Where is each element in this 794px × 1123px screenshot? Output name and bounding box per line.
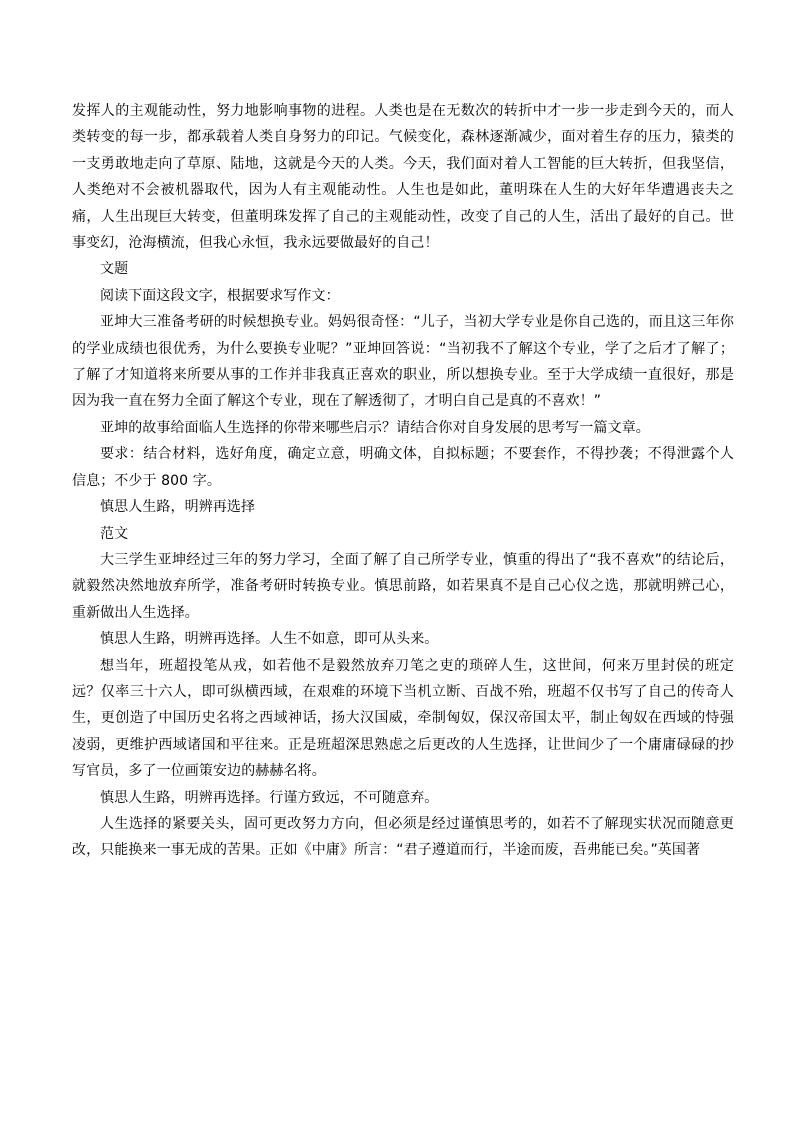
paragraph: 亚坤的故事给面临人生选择的你带来哪些启示？请结合你对自身发展的思考写一篇文章。 [100, 419, 650, 436]
paragraph: 亚坤大三准备考研的时候想换专业。妈妈很奇怪：“儿子，当初大学专业是你自己选的，而且这三年你的学业成绩也很优秀，为什么要换专业呢？”亚坤回答说：“当初我不了解这个专业，学了之后才了解了；了解了才知道将来所要从事的工作并非我真正喜欢的职业，所以想换专业。至于大学成绩一直很好，那是因为我一直在努力全面了解这个专业，现在了解透彻了，才明白自己是真的不喜欢！” [72, 314, 734, 410]
section-label-sample: 范文 [100, 525, 129, 542]
paragraph: 想当年，班超投笔从戎，如若他不是毅然放弃刀笔之吏的琐碎人生，这世间，何来万里封侯的班定远？仅率三十六人，即可纵横西域，在艰难的环境下当机立断、百战不殆，班超不仅书写了自己的传奇人生，更创造了中国历史名将之西域神话，扬大汉国威，牵制匈奴，保汉帝国太平，制止匈奴在西域的恃强凌弱，更维护西域诸国和平往来。正是班超深思熟虑之后更改的人生选择，让世间少了一个庸庸碌碌的抄写官员，多了一位画策安边的赫赫名将。 [72, 657, 734, 780]
paragraph: 阅读下面这段文字，根据要求写作文： [100, 287, 340, 304]
paragraph-requirements: 要求：结合材料，选好角度，确定立意，明确文体，自拟标题；不要套作，不得抄袭；不得泄露个人信息；不少于 800 字。 [72, 446, 734, 489]
paragraph: 发挥人的主观能动性，努力地影响事物的进程。人类也是在无数次的转折中才一步一步走到今天的，而人类转变的每一步，都承载着人类自身努力的印记。气候变化，森林逐渐减少，面对着生存的压力，猿类的一支勇敢地走向了草原、陆地，这就是今天的人类。今天，我们面对着人工智能的巨大转折，但我坚信，人类绝对不会被机器取代，因为人有主观能动性。人生也是如此，董明珠在人生的大好年华遭遇丧夫之痛，人生出现巨大转变，但董明珠发挥了自己的主观能动性，改变了自己的人生，活出了最好的自己。世事变幻，沧海横流，但我心永恒，我永远要做最好的自己！ [72, 103, 734, 252]
paragraph: 人生选择的紧要关头，固可更改努力方向，但必须是经过谨慎思考的，如若不了解现实状况而随意更改，只能换来一事无成的苦果。正如《中庸》所言：“君子遵道而行，半途而废，吾弗能已矣。”英国著 [72, 815, 734, 859]
paragraph: 慎思人生路，明辨再选择。行谨方致远，不可随意弃。 [100, 789, 439, 806]
section-label-topic: 文题 [100, 261, 129, 278]
essay-title: 慎思人生路，明辨再选择 [100, 499, 256, 516]
paragraph: 大三学生亚坤经过三年的努力学习，全面了解了自己所学专业，慎重的得出了“我不喜欢”的结论后，就毅然决然地放弃所学，准备考研时转换专业。慎思前路，如若果真不是自己心仪之选，那就明辨己心，重新做出人生选择。 [72, 551, 734, 621]
document-body [72, 98, 734, 864]
paragraph: 慎思人生路，明辨再选择。人生不如意，即可从头来。 [100, 631, 439, 648]
